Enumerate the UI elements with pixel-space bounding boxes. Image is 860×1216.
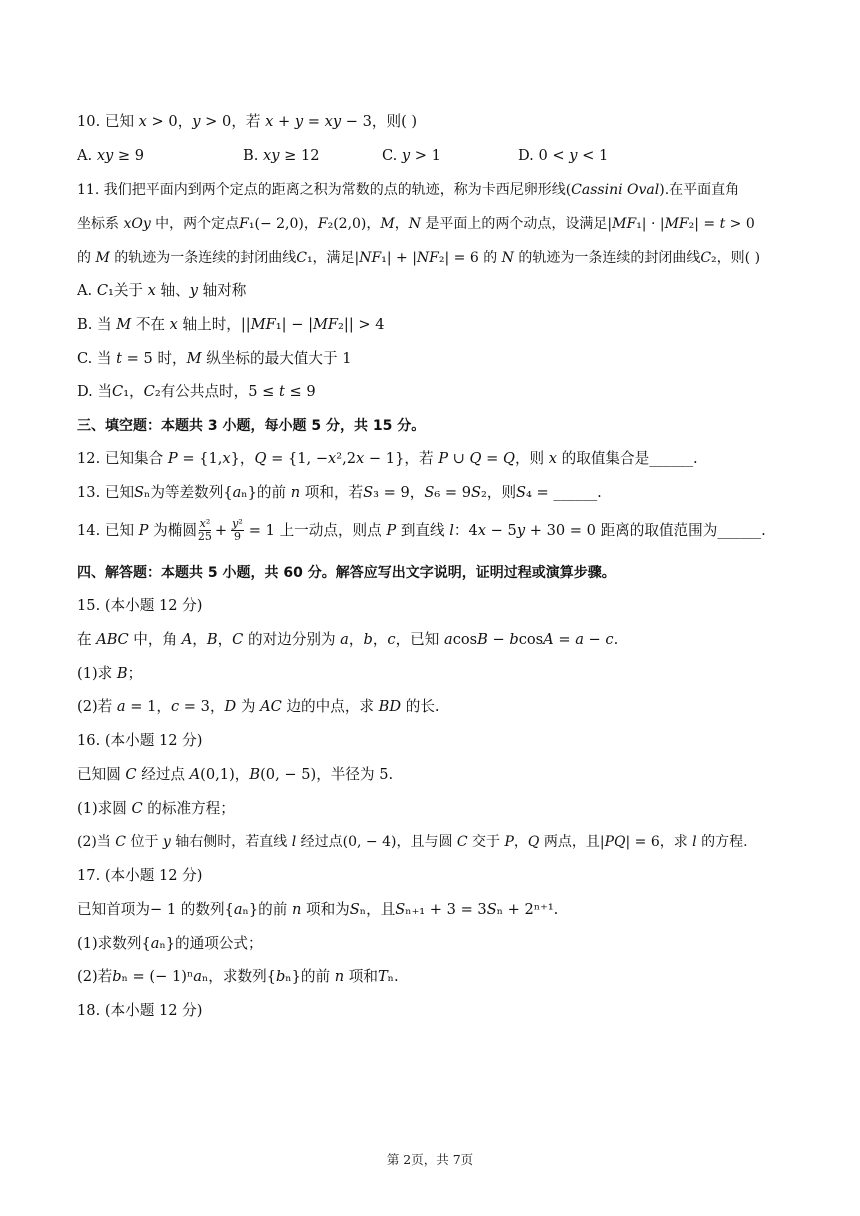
- q14-fraction-x: [198, 518, 212, 543]
- section-4-heading: 四、解答题：本题共 5 小题，共 60 分。解答应写出文字说明，证明过程或演算步骤。: [77, 565, 616, 581]
- q11-option-b: B. 当 𝑀 不在 𝑥 轴上时，||𝑀𝐹₁| − |𝑀𝐹₂|| > 4: [77, 316, 385, 333]
- question-11-line-1: 11. 我们把平面内到两个定点的距离之积为常数的点的轨迹，称为卡西尼卵形线(𝐶𝑎𝑠𝑠𝑖𝑛𝑖 𝑂𝑣𝑎𝑙).在平面直角: [77, 182, 740, 198]
- question-17-stem: 已知首项为− 1 的数列{𝑎ₙ}的前 𝑛 项和为𝑆ₙ，且𝑆ₙ₊₁ + 3 = 3𝑆ₙ + 2ⁿ⁺¹.: [77, 901, 559, 918]
- question-17-part-2: (2)若𝑏ₙ = (− 1)ⁿ𝑎ₙ，求数列{𝑏ₙ}的前 𝑛 项和𝑇ₙ.: [77, 968, 399, 985]
- q10-option-d: D. 0 < 𝑦 < 1: [518, 147, 609, 164]
- question-11-line-3: 的 𝑀 的轨迹为一条连续的封闭曲线𝐶₁，满足|𝑁𝐹₁| + |𝑁𝐹₂| = 6 的 𝑁 的轨迹为一条连续的封闭曲线𝐶₂，则( ): [77, 250, 761, 266]
- question-13: 13. 已知𝑆ₙ为等差数列{𝑎ₙ}的前 𝑛 项和，若𝑆₃ = 9，𝑆₆ = 9𝑆₂，则𝑆₄ = ______.: [77, 484, 602, 501]
- question-16-part-2: (2)当 𝐶 位于 𝑦 轴右侧时，若直线 𝑙 经过点(0, − 4)，且与圆 𝐶 交于 𝑃，𝑄 两点，且|𝑃𝑄| = 6，求 𝑙 的方程.: [77, 834, 748, 850]
- question-14: [77, 518, 800, 543]
- q14-plus: +: [214, 521, 228, 539]
- question-18-header: 18. (本小题 12 分): [77, 1002, 203, 1019]
- question-15-part-2: (2)若 𝑎 = 1，𝑐 = 3，𝐷 为 𝐴𝐶 边的中点，求 𝐵𝐷 的长.: [77, 698, 440, 715]
- question-17-header: 17. (本小题 12 分): [77, 867, 203, 884]
- page-footer: 第 2页，共 7页: [386, 1152, 474, 1167]
- q11-option-c: C. 当 𝑡 = 5 时，𝑀 纵坐标的最大值大于 1: [77, 350, 352, 367]
- section-3-heading: 三、填空题：本题共 3 小题，每小题 5 分，共 15 分。: [77, 418, 426, 434]
- q14-fraction-x-numerator: 𝑥²: [199, 517, 211, 530]
- q10-option-a: A. 𝑥𝑦 ≥ 9: [77, 147, 145, 164]
- q14-fraction-y-numerator: 𝑦²: [232, 517, 243, 530]
- q11-option-d: D. 当𝐶₁，𝐶₂有公共点时，5 ≤ 𝑡 ≤ 9: [77, 383, 316, 400]
- q14-fraction-y-denominator: 9: [233, 530, 241, 543]
- question-12: 12. 已知集合 𝑃 = {1,𝑥}，𝑄 = {1, −𝑥²,2𝑥 − 1}，若 𝑃 ∪ 𝑄 = 𝑄，则 𝑥 的取值集合是______.: [77, 450, 698, 467]
- question-16-stem: 已知圆 𝐶 经过点 𝐴(0,1)，𝐵(0, − 5)，半径为 5.: [77, 766, 394, 783]
- q10-option-c: C. 𝑦 > 1: [382, 147, 441, 164]
- question-16-part-1: (1)求圆 𝐶 的标准方程；: [77, 800, 235, 817]
- q14-fraction-y: [231, 518, 244, 543]
- question-11-line-2: 坐标系 𝑥𝑂𝑦 中，两个定点𝐹₁(− 2,0)，𝐹₂(2,0)，𝑀，𝑁 是平面上的两个动点，设满足|𝑀𝐹₁| · |𝑀𝐹₂| = 𝑡 > 0: [77, 216, 755, 232]
- question-10: 10. 已知 𝑥 > 0，𝑦 > 0，若 𝑥 + 𝑦 = 𝑥𝑦 − 3，则( ): [77, 113, 418, 130]
- q14-suffix: = 1 上一动点，则点 𝑃 到直线 𝑙：4𝑥 − 5𝑦 + 30 = 0 距离的取值范围为______.: [248, 521, 766, 539]
- question-16-header: 16. (本小题 12 分): [77, 732, 203, 749]
- question-15-stem: 在 𝐴𝐵𝐶 中，角 𝐴，𝐵，𝐶 的对边分别为 𝑎，𝑏，𝑐，已知 𝑎cos𝐵 − 𝑏cos𝐴 = 𝑎 − 𝑐.: [77, 631, 619, 648]
- q14-fraction-x-denominator: 25: [197, 530, 212, 543]
- q10-option-b: B. 𝑥𝑦 ≥ 12: [243, 147, 320, 164]
- q14-prefix: 14. 已知 𝑃 为椭圆: [77, 521, 197, 539]
- question-15-part-1: (1)求 𝐵；: [77, 665, 143, 682]
- question-15-header: 15. (本小题 12 分): [77, 597, 203, 614]
- question-17-part-1: (1)求数列{𝑎ₙ}的通项公式；: [77, 935, 263, 952]
- q11-option-a: A. 𝐶₁关于 𝑥 轴、𝑦 轴对称: [77, 282, 247, 299]
